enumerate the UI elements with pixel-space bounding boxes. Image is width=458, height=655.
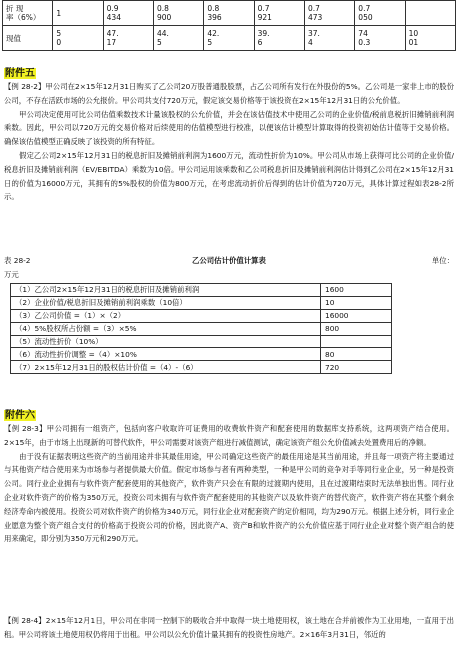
table-row: （1）乙公司2×15年12月31日的税息折旧及摊销前利润 1600 [11,284,392,297]
cell: 0.7 050 [355,1,405,26]
example-28-4: 【例 28-4】2×15年12月1日，甲公司在非同一控制下的吸收合并中取得一块土地使用权，该土地在合并前被作为工业用地，一直用于出租。甲公司将该土地使用权仍将用于出租。甲公司以公允价值计量其拥有的投资性房地产。2×16年3月31日，邻近的 [4,616,454,639]
table-title: 乙公司估计价值计算表 [192,256,266,265]
cell: 1 [53,1,103,26]
table-row: （6）流动性折价调整 =（4）×10% 80 [11,348,392,361]
discount-table [2,0,456,51]
cell: 10 01 [405,26,455,51]
section-5-body [4,80,454,204]
unit-label: 单位： [431,256,454,265]
table-row: （5）流动性折价（10%） [11,335,392,348]
table-row: （2）企业价值/税息折旧及摊销前利润乘数（10倍） 10 [11,296,392,309]
valuation-table [10,283,392,374]
cell: 0.7 473 [304,1,354,26]
section-6-body [4,422,454,546]
unit-label-cont: 万元 [4,270,19,279]
paragraph: 【例 28-2】甲公司在2×15年12月31日购买了乙公司20万股普通股股票，占乙公司所有发行在外股份的5%。乙公司是一家非上市的股份公司，不存在活跃市场的公允报价。甲公司共支付720万元，假定该交易价格等于该投资在2×15年12月31日的公允价值。 [4,82,454,105]
table-row [3,1,456,26]
cell: 74 0.3 [355,26,405,51]
cell [405,1,455,26]
row-label: 现值 [3,26,53,51]
cell: 42. 5 [204,26,254,51]
paragraph: 假定乙公司2×15年12月31日的税息折旧及摊销前利润为1600万元，流动性折价为10%。甲公司从市场上获得可比公司的企业价值/税息折旧及摊销前利润（EV/EBITDA）乘数为10倍。甲公司运用该乘数和乙公司税息折旧及摊销前利润估计得到乙公司在2×15年12月31日的价值为16000万元，其拥有的5%股权的价值为800万元，在考虑流动折价后得到的估计价值为720万元，具体计算过程如表28-2所示。 [4,150,454,202]
cell: 47. 17 [103,26,153,51]
cell: 0.8 900 [153,1,203,26]
cell: 44. 5 [153,26,203,51]
cell: 5 0 [53,26,103,51]
cell: 0.7 921 [254,1,304,26]
table-row [3,26,456,51]
section-5-title: 附件五 [5,68,35,79]
cell: 37. 4 [304,26,354,51]
cell: 39. 6 [254,26,304,51]
table-row: （3）乙公司价值 =（1）×（2） 16000 [11,309,392,322]
row-label: 折 现 率（6%） [3,1,53,26]
table-number: 表 28-2 [4,256,31,265]
section-6-title: 附件六 [5,410,35,421]
table-row: （4）5%股权所占份额 =（3）×5% 800 [11,322,392,335]
paragraph: 由于没有证据表明这些资产的当前用途并非其最佳用途，甲公司确定这些资产的最佳用途是其当前用途，并且每一项资产将主要通过与其他资产结合使用来为市场参与者提供最大价值。假定市场参与者有两种类型，一种是甲公司的竞争对手等同行业企业，另一种是投资公司。同行业企业拥有与软件资产配套使用的其他资产，软件资产只会在有限的过渡期内使用，且在过渡期结束时无法单独出售。同行业企业对软件资产的价格为350万元，投资公司未拥有与软件资产配套使用的其他资产以及软件资产的替代资产，软件资产将在其整个剩余经济寿命内被使用。投资公司对软件资产的价格为340万元，同行业企业对配套资产的定价相同，均为290万元。根据上述分析，同行业企业愿意为整个资产组合支付的价格高于投资公司的价格，因此资产A、资产B和软件资产的公允价值应基于同行业企业对整个资产组合的使用来确定，即分别为350万元和290万元。 [4,451,454,544]
paragraph: 【例 28-3】甲公司拥有一组资产，包括向客户收取许可证费用的收费软件资产和配套使用的数据库支持系统，这两项资产结合使用。2×15年，由于市场上出现新的可替代软件，甲公司需要对该资产组进行减值测试，确定该资产组公允价值减去处置费用后的净额。 [4,424,454,447]
table-row: （7）2×15年12月31日的股权估计价值 =（4）-（6） 720 [11,361,392,374]
cell: 0.9 434 [103,1,153,26]
paragraph: 甲公司决定使用可比公司估值乘数技术计量该股权的公允价值，并会在该估值技术中使用乙公司的企业价值/税前息税折旧摊销前利润乘数。因此，甲公司以720万元的交易价格对后续使用的估值模型进行校准，以便该估计模型计算取得的投资初始估计值等于交易价格。确保该估值模型正确反映了该投资的所有特征。 [4,109,454,147]
valuation-table-caption [4,255,454,267]
cell: 0.8 396 [204,1,254,26]
